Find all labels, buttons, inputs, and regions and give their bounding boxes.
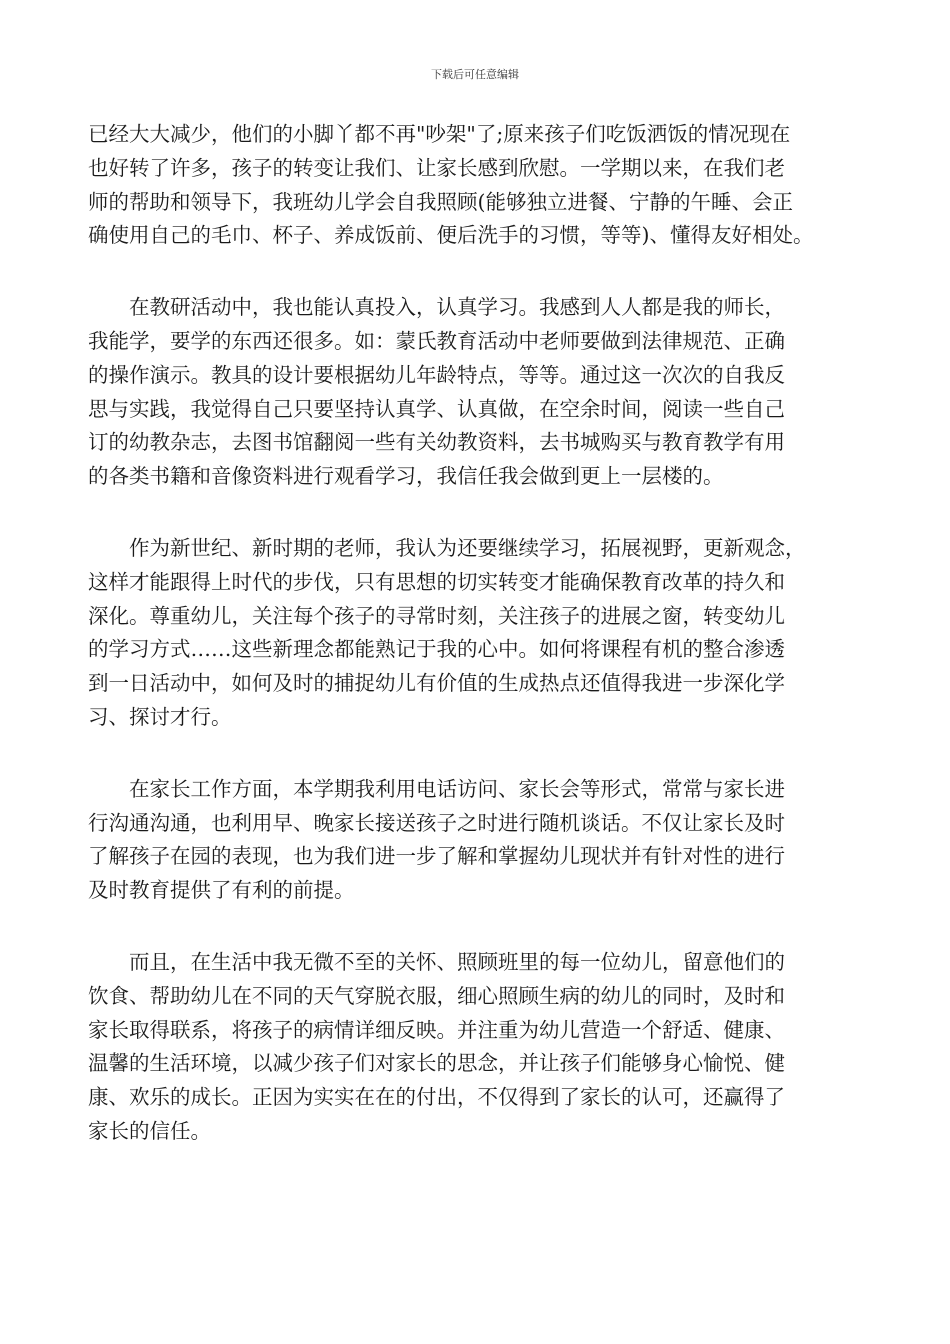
text-line: 确使用自己的毛巾、杯子、养成饭前、便后洗手的习惯，等等)、懂得友好相处。 bbox=[88, 223, 814, 248]
text-line: 及时教育提供了有利的前提。 bbox=[88, 878, 355, 903]
text-line: 饮食、帮助幼儿在不同的天气穿脱衣服，细心照顾生病的幼儿的同时，及时和 bbox=[88, 983, 785, 1008]
paragraph bbox=[88, 946, 874, 1149]
text-line: 这样才能跟得上时代的步伐，只有思想的切实转变才能确保教育改革的持久和 bbox=[88, 569, 785, 594]
text-line: 康、欢乐的成长。正因为实实在在的付出，不仅得到了家长的认可，还赢得了 bbox=[88, 1085, 785, 1110]
text-line: 作为新世纪、新时期的老师，我认为还要继续学习，拓展视野，更新观念， bbox=[88, 535, 806, 560]
text-line: 在教研活动中，我也能认真投入，认真学习。我感到人人都是我的师长， bbox=[88, 295, 785, 320]
text-line: 订的幼教杂志，去图书馆翻阅一些有关幼教资料，去书城购买与教育教学有用 bbox=[88, 430, 785, 455]
text-line: 温馨的生活环境，以减少孩子们对家长的思念，并让孩子们能够身心愉悦、健 bbox=[88, 1051, 785, 1076]
text-line: 师的帮助和领导下，我班幼儿学会自我照顾(能够独立进餐、宁静的午睡、会正 bbox=[88, 189, 793, 214]
page-header: 下载后可任意编辑 bbox=[431, 68, 519, 81]
text-line: 的各类书籍和音像资料进行观看学习，我信任我会做到更上一层楼的。 bbox=[88, 464, 724, 489]
paragraph-gap bbox=[88, 735, 874, 773]
document-body bbox=[88, 118, 874, 1149]
text-line: 深化。尊重幼儿，关注每个孩子的寻常时刻，关注孩子的进展之窗，转变幼儿 bbox=[88, 603, 785, 628]
text-line: 而且，在生活中我无微不至的关怀、照顾班里的每一位幼儿，留意他们的 bbox=[88, 949, 785, 974]
text-line: 行沟通沟通，也利用早、晚家长接送孩子之时进行随机谈话。不仅让家长及时 bbox=[88, 810, 785, 835]
text-line: 也好转了许多，孩子的转变让我们、让家长感到欣慰。一学期以来，在我们老 bbox=[88, 155, 785, 180]
text-line: 家长的信任。 bbox=[88, 1118, 211, 1143]
text-line: 我能学，要学的东西还很多。如：蒙氏教育活动中老师要做到法律规范、正确 bbox=[88, 328, 785, 353]
text-line: 思与实践，我觉得自己只要坚持认真学、认真做，在空余时间，阅读一些自己 bbox=[88, 396, 785, 421]
paragraph-gap bbox=[88, 253, 874, 291]
text-line: 家长取得联系，将孩子的病情详细反映。并注重为幼儿营造一个舒适、健康、 bbox=[88, 1017, 785, 1042]
text-line: 习、探讨才行。 bbox=[88, 704, 232, 729]
text-line: 的操作演示。教具的设计要根据幼儿年龄特点，等等。通过这一次次的自我反 bbox=[88, 362, 785, 387]
paragraph-gap bbox=[88, 494, 874, 532]
text-line: 了解孩子在园的表现，也为我们进一步了解和掌握幼儿现状并有针对性的进行 bbox=[88, 844, 785, 869]
paragraph-gap bbox=[88, 908, 874, 946]
text-line: 在家长工作方面，本学期我利用电话访问、家长会等形式，常常与家长进 bbox=[88, 776, 785, 801]
paragraph bbox=[88, 118, 874, 253]
paragraph bbox=[88, 291, 874, 494]
paragraph bbox=[88, 532, 874, 735]
text-line: 的学习方式……这些新理念都能熟记于我的心中。如何将课程有机的整合渗透 bbox=[88, 637, 785, 662]
paragraph bbox=[88, 773, 874, 908]
text-line: 到一日活动中，如何及时的捕捉幼儿有价值的生成热点还值得我进一步深化学 bbox=[88, 671, 785, 696]
text-line: 已经大大减少，他们的小脚丫都不再"吵架"了;原来孩子们吃饭洒饭的情况现在 bbox=[88, 122, 791, 146]
